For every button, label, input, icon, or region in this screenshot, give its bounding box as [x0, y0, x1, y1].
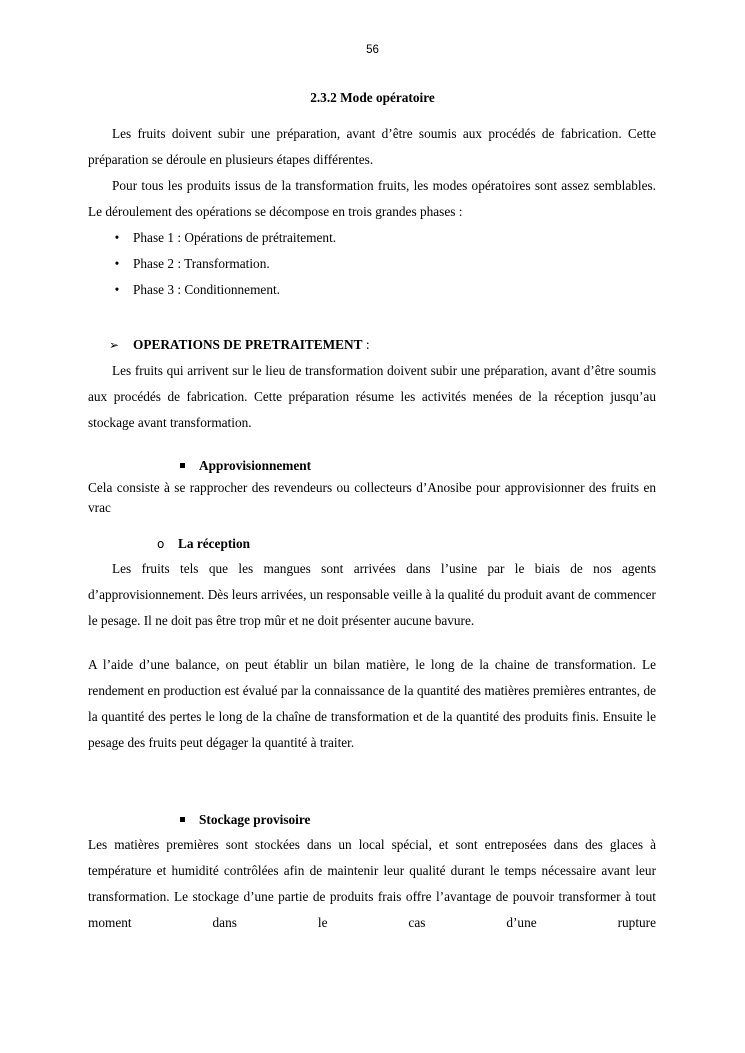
- intro-paragraph-2: Pour tous les produits issus de la transformation fruits, les modes opératoires sont assez semblables. Le déroulement des opérations se décompose en trois grandes phases :: [88, 178, 656, 219]
- square-bullet-icon: [180, 463, 185, 468]
- approvisionnement-paragraph: Cela consiste à se rapprocher des revendeurs ou collecteurs d’Anosibe pour approvisionner des fruits en vrac: [88, 480, 656, 515]
- stockage-heading: [88, 808, 656, 832]
- balance-paragraph: A l’aide d’une balance, on peut établir un bilan matière, le long de la chaine de transformation. Le rendement en production est évalué par la connaissance de la quantité des matières premières entrantes, de la quantité des pertes le long de la chaîne de transformation et de la quantité des produits finis. Ensuite le pesage des fruits peut dégager la quantité à traiter.: [88, 657, 656, 750]
- reception-paragraph: Les fruits tels que les mangues sont arrivées dans l’usine par le biais de nos agents d’approvisionnement. Dès leurs arrivées, un responsable veille à la qualité du produit avant de commencer le pesage. Il ne doit pas être trop mûr et ne doit présenter aucune bavure.: [88, 561, 656, 628]
- balance-block: [88, 652, 656, 756]
- reception-heading: [88, 532, 656, 556]
- intro-block: [88, 121, 656, 303]
- operations-paragraph: Les fruits qui arrivent sur le lieu de transformation doivent subir une préparation, avant d’être soumis aux procédés de fabrication. Cette préparation résume les activités menées de la réception jusqu’au stockage avant transformation.: [88, 363, 656, 430]
- reception-block: [88, 532, 656, 634]
- approvisionnement-heading: [88, 454, 656, 478]
- stockage-heading-text: Stockage provisoire: [199, 812, 311, 827]
- operations-heading-text: OPERATIONS DE PRETRAITEMENT: [133, 337, 363, 352]
- bullet-icon: •: [114, 230, 120, 245]
- operations-block: [88, 332, 656, 436]
- stockage-block: [88, 808, 656, 936]
- phase-list-item: [88, 251, 656, 277]
- operations-heading-suffix: :: [362, 337, 370, 352]
- square-bullet-icon: [180, 817, 185, 822]
- phase-label: Phase 3 : Conditionnement.: [133, 282, 280, 297]
- circle-bullet-icon: o: [157, 537, 165, 551]
- stockage-paragraph: Les matières premières sont stockées dans un local spécial, et sont entreposées dans des glaces à température et humidité contrôlées afin de maintenir leur qualité durant le temps nécessaire avant leur transformation. Le stockage d’une partie de produits frais offre l’avantage de pouvoir transformer à tout moment dans le cas d’une rupture: [88, 837, 656, 930]
- approvisionnement-heading-text: Approvisionnement: [199, 458, 312, 473]
- arrow-bullet-icon: ➢: [109, 338, 120, 352]
- bullet-icon: •: [114, 282, 120, 297]
- section-title: 2.3.2 Mode opératoire: [310, 90, 435, 105]
- approvisionnement-block: [88, 454, 656, 518]
- operations-heading: [88, 332, 656, 358]
- phase-list-item: [88, 225, 656, 251]
- phase-label: Phase 1 : Opérations de prétraitement.: [133, 230, 337, 245]
- phase-label: Phase 2 : Transformation.: [133, 256, 270, 271]
- page-number: 56: [366, 44, 379, 56]
- intro-paragraph-1: Les fruits doivent subir une préparation, avant d’être soumis aux procédés de fabrication. Cette préparation se déroule en plusieurs étapes différentes.: [88, 126, 656, 167]
- phase-list-item: [88, 277, 656, 303]
- reception-heading-text: La réception: [178, 536, 251, 551]
- bullet-icon: •: [114, 256, 120, 271]
